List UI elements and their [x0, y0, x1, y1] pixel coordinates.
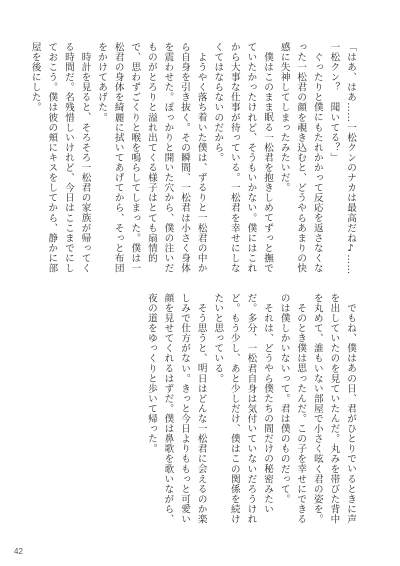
bottom-paragraph: そう思うと、明日はどんな一松君に会えるのか楽しみで仕方がない。きっと今日よりももっと可愛い顔を見せてくれるはずだ。僕は鼻歌を歌いながら、夜の道をゆっくりと歩いて帰った。 — [145, 293, 207, 525]
top-paragraph: ようやく落ち着いた僕は、ずるりと一松君の中から自身を引き抜く。その瞬間、一松君は小さく身体を震わせた。ぽっかりと開いた穴から、僕の注いだものがとろりと溢れ出てくる様子はとても扇情的で、思わずごくりと喉を鳴らしてしまった。僕は一松君の身体を綺麗に拭いてあげてから、そっと布団をかけてあげた。 — [96, 42, 207, 274]
top-paragraph: 僕はこのまま眠る一松君を抱きしめてずっと撫でていたかったけれど、そうもいかない。僕にはこれから大事な仕事が待っている。一松君を幸せにしなくてはならないのだから。 — [212, 42, 274, 274]
top-paragraph: 時計を見ると、そろそろ一松君の家族が帰ってくる時間だ。名残惜しいけれど、今日はここまでにしておこう。僕は彼の頬にキスをしてから、静かに部屋を後にした。 — [29, 42, 91, 274]
text-block-top — [29, 42, 358, 276]
bottom-paragraph: でもね、僕はあの日、君がひとりでいるときに声を出していたのを見ていたんだ。丸みを帯びた背中を丸めて、誰もいない部屋で小さく呟く君の姿を。 — [311, 293, 356, 525]
top-paragraph: ぐったりと僕にもたれかかって反応を返さなくなった一松君の顔を覗き込むと、どうやらあまりの快感に失神してしまったみたいだ。 — [278, 42, 323, 274]
bottom-paragraph: そのとき僕は思ったんだ。この子を幸せにできるのは僕しかいないって。君は僕のものだって。 — [278, 293, 307, 524]
bottom-paragraph: それは、どうやら僕たちの間だけの秘密みたいだ。多分、一松君自身は気付いていないだろうけれど。もう少し、あと少しだけ、僕はこの関係を続けたいと思っている。 — [212, 293, 274, 525]
top-paragraph: 「はあ、はあ……一松クンのナカは最高だね♪……一松クン？ 聞いてる？」 — [328, 42, 356, 275]
page-number: 42 — [14, 547, 23, 556]
text-block-bottom — [38, 293, 358, 531]
